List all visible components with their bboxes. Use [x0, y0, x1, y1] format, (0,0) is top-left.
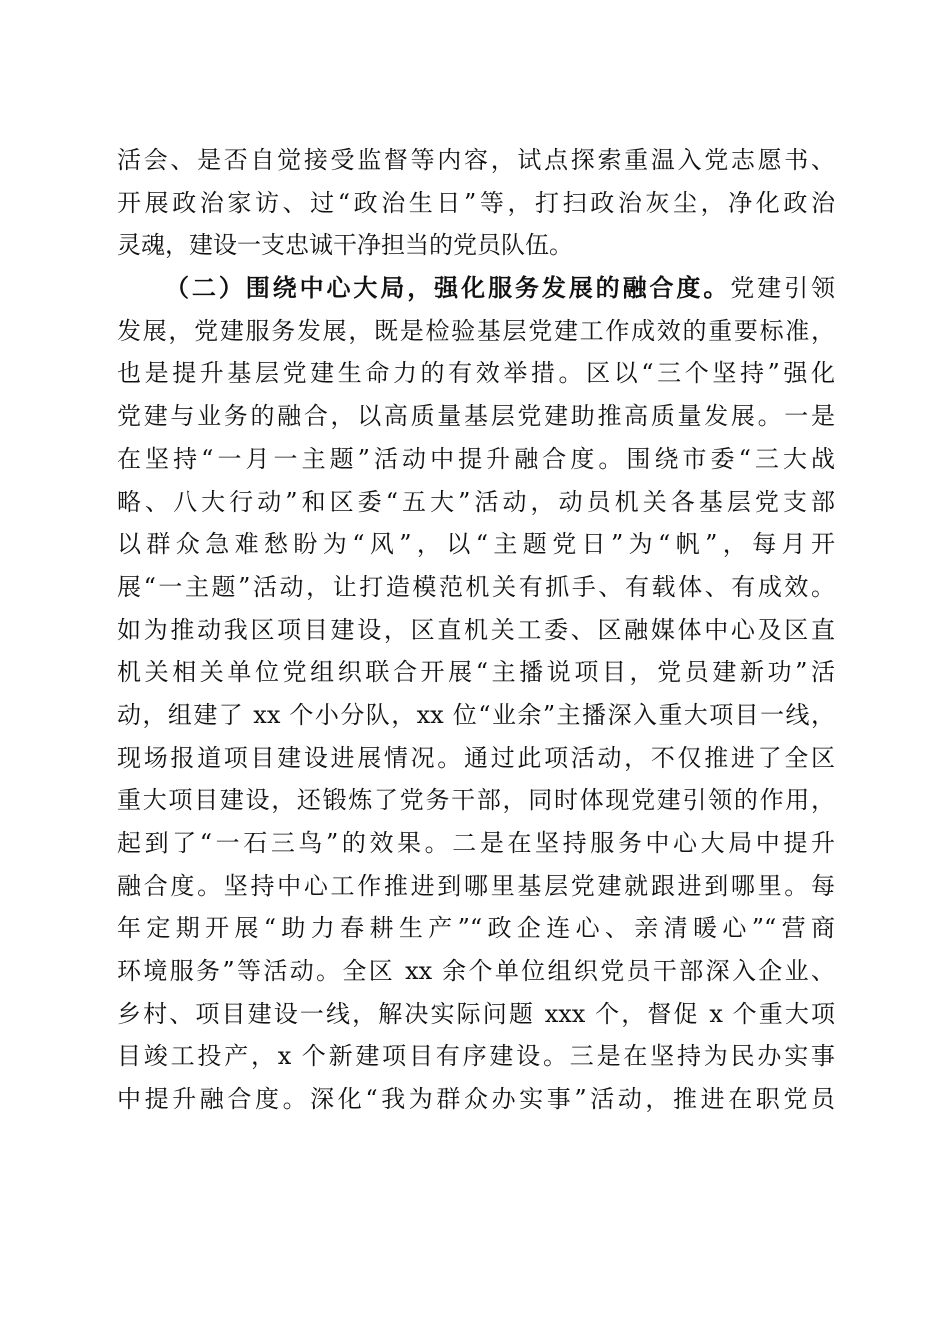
paragraph-line: 开展政治家访、过“政治生日”等，打扫政治灰尘，净化政治	[117, 188, 835, 217]
paragraph-line-rest: 党建引领	[730, 274, 835, 303]
section-heading: （二）围绕中心大局，强化服务发展的融合度。	[165, 273, 731, 303]
paragraph-line: 以群众急难愁盼为“风”，以“主题党日”为“帆”，每月开	[117, 530, 835, 559]
paragraph-line: 发展，党建服务发展，既是检验基层党建工作成效的重要标准，	[117, 316, 835, 345]
paragraph-line: 年定期开展“助力春耕生产”“政企连心、亲清暖心”“营商	[117, 914, 835, 943]
paragraph-line: 活会、是否自觉接受监督等内容，试点探索重温入党志愿书、	[117, 146, 835, 174]
paragraph-line: 环境服务”等活动。全区 xx 余个单位组织党员干部深入企业、	[117, 957, 835, 986]
paragraph-line: 略、八大行动”和区委“五大”活动，动员机关各基层党支部	[117, 487, 835, 516]
section-heading-line	[117, 267, 835, 310]
document-body	[117, 139, 835, 1121]
paragraph-line: 展“一主题”活动，让打造模范机关有抓手、有载体、有成效。	[117, 572, 835, 601]
paragraph-line: 机关相关单位党组织联合开展“主播说项目，党员建新功”活	[117, 658, 835, 687]
paragraph-line: 乡村、项目建设一线，解决实际问题 xxx 个，督促 x 个重大项	[117, 999, 835, 1028]
paragraph-line: 在坚持“一月一主题”活动中提升融合度。围绕市委“三大战	[117, 444, 835, 473]
paragraph-line: 目竣工投产，x 个新建项目有序建设。三是在坚持为民办实事	[117, 1042, 835, 1071]
paragraph-line: 融合度。坚持中心工作推进到哪里基层党建就跟进到哪里。每	[117, 871, 835, 900]
paragraph-line: 现场报道项目建设进展情况。通过此项活动，不仅推进了全区	[117, 743, 835, 772]
paragraph-line: 灵魂，建设一支忠诚干净担当的党员队伍。	[117, 231, 573, 260]
paragraph-line: 如为推动我区项目建设，区直机关工委、区融媒体中心及区直	[117, 615, 835, 644]
paragraph-line: 也是提升基层党建生命力的有效举措。区以“三个坚持”强化	[117, 359, 835, 388]
paragraph-line: 起到了“一石三鸟”的效果。二是在坚持服务中心大局中提升	[117, 829, 835, 857]
paragraph-line: 重大项目建设，还锻炼了党务干部，同时体现党建引领的作用，	[117, 786, 835, 815]
paragraph-line: 动，组建了 xx 个小分队，xx 位“业余”主播深入重大项目一线，	[117, 700, 835, 729]
paragraph-line: 中提升融合度。深化“我为群众办实事”活动，推进在职党员	[117, 1085, 835, 1114]
paragraph-line: 党建与业务的融合，以高质量基层党建助推高质量发展。一是	[117, 402, 835, 431]
